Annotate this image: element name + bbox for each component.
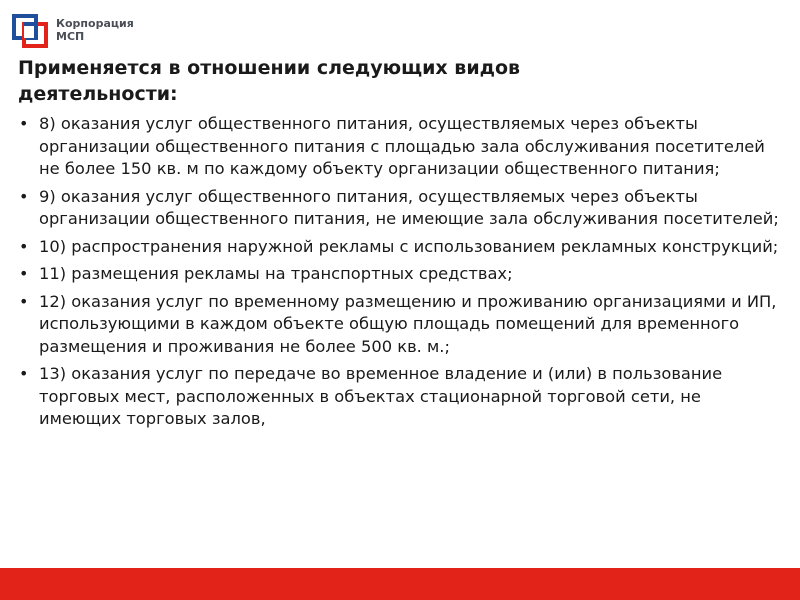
activity-list	[18, 113, 788, 436]
list-item	[18, 291, 788, 359]
logo	[12, 14, 162, 48]
list-item-text: 11) размещения рекламы на транспортных средствах;	[39, 264, 513, 283]
footer-accent-bar	[0, 568, 800, 600]
list-item	[18, 263, 788, 286]
bullet-icon: •	[19, 114, 29, 133]
list-item	[18, 113, 788, 181]
msp-logo-icon	[12, 14, 48, 48]
list-item-text: 12) оказания услуг по временному размещению и проживанию организациями и ИП, использующими в каждом объекте общую площадь помещений для временного размещения и проживания не более 500 кв. м.;	[39, 291, 777, 356]
list-item	[18, 363, 788, 431]
list-item	[18, 186, 788, 231]
bullet-icon: •	[19, 236, 29, 256]
bullet-icon: •	[19, 186, 29, 206]
page-heading: Применяется в отношении следующих видов деятельности:	[18, 57, 521, 105]
bullet-icon: •	[19, 364, 29, 383]
list-item-text: 10) распространения наружной рекламы с использованием рекламных конструкций;	[39, 236, 779, 256]
logo-line-2: МСП	[56, 30, 85, 43]
list-item	[18, 236, 788, 259]
list-item-text: 8) оказания услуг общественного питания, осуществляемых через объекты организации общественного питания с площадью зала обслуживания посетителей не более 150 кв. м по каждому объекту организации общественного питания;	[39, 114, 765, 178]
list-item-text: 9) оказания услуг общественного питания, осуществляемых через объекты организации общественного питания, не имеющие зала обслуживания посетителей;	[39, 186, 779, 228]
bullet-icon: •	[19, 291, 29, 311]
list-item-text: 13) оказания услуг по передаче во временное владение и (или) в пользование торговых мест, расположенных в объектах стационарной торговой сети, не имеющих торговых залов,	[39, 364, 723, 428]
logo-text	[56, 17, 134, 43]
bullet-icon: •	[19, 264, 29, 283]
logo-line-1: Корпорация	[56, 17, 134, 30]
